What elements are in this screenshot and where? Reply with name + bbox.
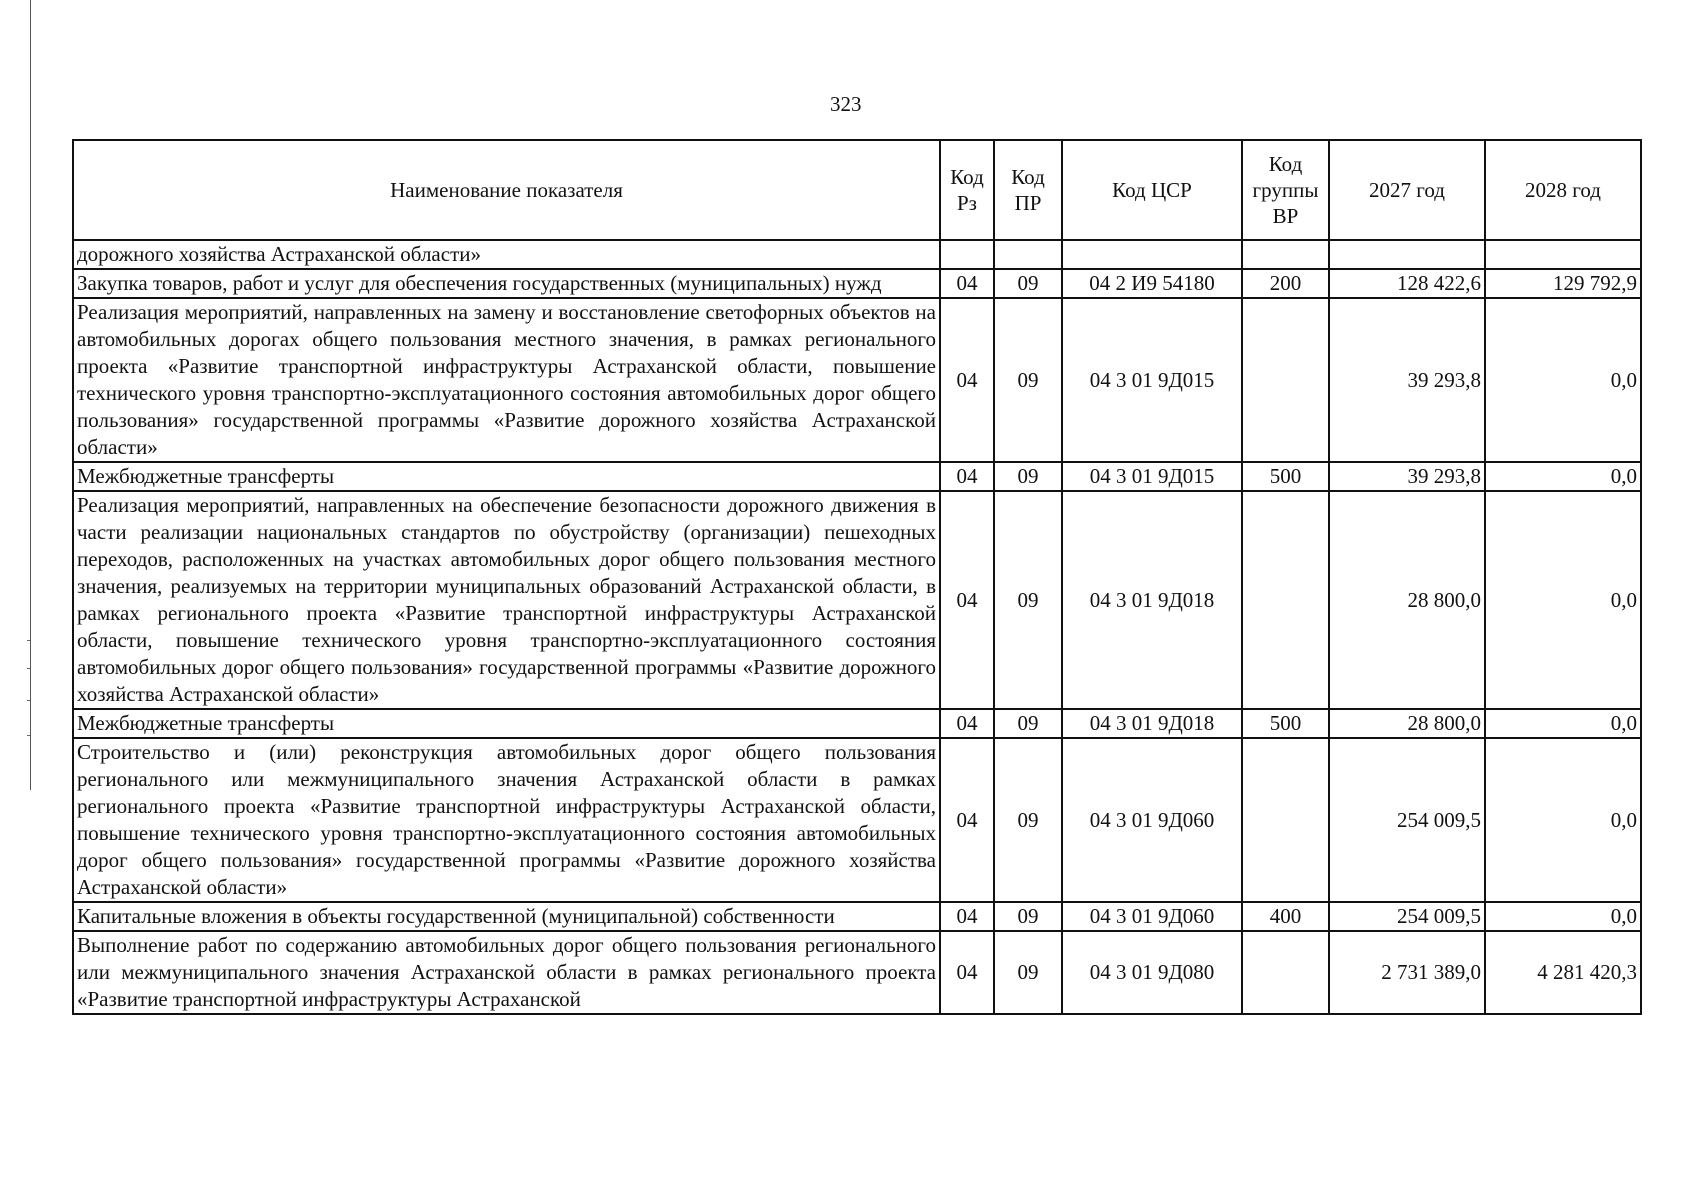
cell-name: Межбюджетные трансферты — [73, 462, 940, 491]
table-row — [73, 462, 1641, 491]
cell-vr: 500 — [1242, 462, 1329, 491]
cell-vr: 500 — [1242, 709, 1329, 738]
table-row — [73, 491, 1641, 709]
column-header-name: Наименование показателя — [73, 140, 940, 240]
table-row — [73, 298, 1641, 462]
cell-vr — [1242, 298, 1329, 462]
cell-pr: 09 — [994, 269, 1062, 298]
table-row — [73, 269, 1641, 298]
cell-2028: 0,0 — [1485, 491, 1641, 709]
table-row — [73, 902, 1641, 931]
cell-2028 — [1485, 240, 1641, 269]
budget-table — [72, 139, 1642, 1015]
cell-pr: 09 — [994, 491, 1062, 709]
cell-name: Строительство и (или) реконструкция автомобильных дорог общего пользования регионального или межмуниципального значения Астраханской области в рамках регионального проекта «Развитие транспортной инфраструктуры Астраханской области, повышение технического уровня транспортно-эксплуатационного состояния автомобильных дорог общего пользования» государственной программы «Развитие дорожного хозяйства Астраханской области» — [73, 738, 940, 902]
cell-rz: 04 — [940, 931, 994, 1014]
cell-csr: 04 3 01 9Д015 — [1062, 462, 1242, 491]
cell-csr: 04 3 01 9Д015 — [1062, 298, 1242, 462]
cell-pr — [994, 240, 1062, 269]
cell-name: Закупка товаров, работ и услуг для обеспечения государственных (муниципальных) нужд — [73, 269, 940, 298]
cell-2027: 28 800,0 — [1329, 491, 1485, 709]
cell-2028: 0,0 — [1485, 738, 1641, 902]
cell-vr — [1242, 738, 1329, 902]
cell-csr: 04 3 01 9Д060 — [1062, 902, 1242, 931]
cell-pr: 09 — [994, 738, 1062, 902]
cell-2028: 0,0 — [1485, 462, 1641, 491]
cell-pr: 09 — [994, 931, 1062, 1014]
scan-margin-tick — [27, 735, 30, 736]
cell-2028: 0,0 — [1485, 902, 1641, 931]
table-row — [73, 738, 1641, 902]
cell-rz: 04 — [940, 269, 994, 298]
cell-name: Реализация мероприятий, направленных на замену и восстановление светофорных объектов на автомобильных дорогах общего пользования местного значения, в рамках регионального проекта «Развитие транспортной инфраструктуры Астраханской области, повышение технического уровня транспортно-эксплуатационного состояния автомобильных дорог общего пользования» государственной программы «Развитие дорожного хозяйства Астраханской области» — [73, 298, 940, 462]
cell-csr — [1062, 240, 1242, 269]
cell-csr: 04 3 01 9Д060 — [1062, 738, 1242, 902]
cell-pr: 09 — [994, 298, 1062, 462]
cell-2028: 129 792,9 — [1485, 269, 1641, 298]
table-row — [73, 240, 1641, 269]
cell-rz: 04 — [940, 491, 994, 709]
cell-vr — [1242, 491, 1329, 709]
scan-margin-tick — [27, 640, 30, 641]
cell-2027: 39 293,8 — [1329, 298, 1485, 462]
column-header-2028: 2028 год — [1485, 140, 1641, 240]
column-header-rz: Код Рз — [940, 140, 994, 240]
table-row — [73, 709, 1641, 738]
cell-csr: 04 3 01 9Д018 — [1062, 709, 1242, 738]
cell-vr: 200 — [1242, 269, 1329, 298]
scan-margin-line — [30, 0, 31, 790]
cell-2028: 0,0 — [1485, 298, 1641, 462]
cell-2028: 4 281 420,3 — [1485, 931, 1641, 1014]
cell-pr: 09 — [994, 709, 1062, 738]
cell-2027: 254 009,5 — [1329, 902, 1485, 931]
cell-2027 — [1329, 240, 1485, 269]
cell-2027: 2 731 389,0 — [1329, 931, 1485, 1014]
scan-margin-tick — [27, 668, 30, 669]
cell-vr — [1242, 931, 1329, 1014]
cell-csr: 04 2 И9 54180 — [1062, 269, 1242, 298]
cell-rz: 04 — [940, 462, 994, 491]
cell-name: Капитальные вложения в объекты государственной (муниципальной) собственности — [73, 902, 940, 931]
page-number: 323 — [830, 92, 862, 116]
cell-name: Реализация мероприятий, направленных на обеспечение безопасности дорожного движения в части реализации национальных стандартов по обустройству (организации) пешеходных переходов, расположенных на участках автомобильных дорог общего пользования местного значения, реализуемых на территории муниципальных образований Астраханской области, в рамках регионального проекта «Развитие транспортной инфраструктуры Астраханской области, повышение технического уровня транспортно-эксплуатационного состояния автомобильных дорог общего пользования» государственной программы «Развитие дорожного хозяйства Астраханской области» — [73, 491, 940, 709]
cell-rz: 04 — [940, 709, 994, 738]
cell-2028: 0,0 — [1485, 709, 1641, 738]
cell-name: Межбюджетные трансферты — [73, 709, 940, 738]
column-header-2027: 2027 год — [1329, 140, 1485, 240]
cell-pr: 09 — [994, 902, 1062, 931]
cell-rz: 04 — [940, 738, 994, 902]
cell-rz: 04 — [940, 298, 994, 462]
cell-2027: 128 422,6 — [1329, 269, 1485, 298]
cell-vr — [1242, 240, 1329, 269]
column-header-pr: Код ПР — [994, 140, 1062, 240]
cell-2027: 254 009,5 — [1329, 738, 1485, 902]
scan-margin-tick — [27, 700, 30, 701]
cell-csr: 04 3 01 9Д018 — [1062, 491, 1242, 709]
cell-vr: 400 — [1242, 902, 1329, 931]
cell-rz — [940, 240, 994, 269]
cell-rz: 04 — [940, 902, 994, 931]
cell-name: Выполнение работ по содержанию автомобильных дорог общего пользования регионального или межмуниципального значения Астраханской области в рамках регионального проекта «Развитие транспортной инфраструктуры Астраханской — [73, 931, 940, 1014]
column-header-vr: Код группы ВР — [1242, 140, 1329, 240]
table-header-row — [73, 140, 1641, 240]
cell-csr: 04 3 01 9Д080 — [1062, 931, 1242, 1014]
column-header-csr: Код ЦСР — [1062, 140, 1242, 240]
cell-pr: 09 — [994, 462, 1062, 491]
table-row — [73, 931, 1641, 1014]
cell-2027: 28 800,0 — [1329, 709, 1485, 738]
cell-2027: 39 293,8 — [1329, 462, 1485, 491]
cell-name: дорожного хозяйства Астраханской области» — [73, 240, 940, 269]
